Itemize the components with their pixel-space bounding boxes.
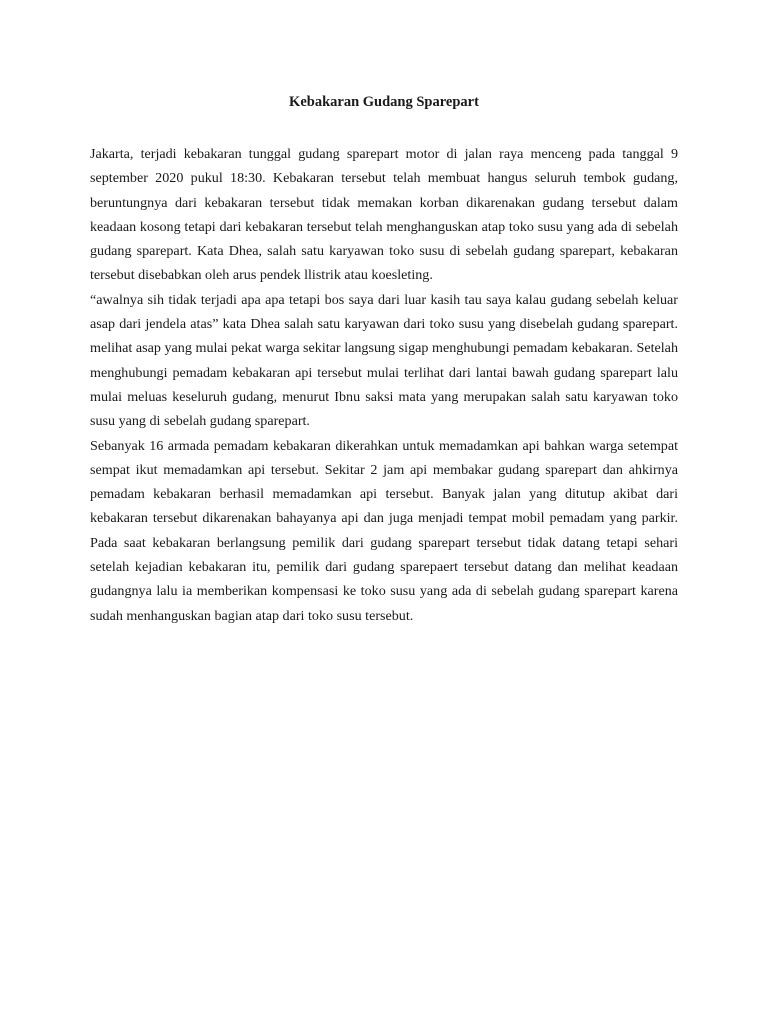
paragraph-3: Sebanyak 16 armada pemadam kebakaran dikerahkan untuk memadamkan api bahkan warga setempat sempat ikut memadamkan api tersebut. Sekitar 2 jam api membakar gudang sparepart dan ahkirnya pemadam kebakaran berhasil memadamkan api tersebut. Banyak jalan yang ditutup akibat dari kebakaran tersebut dikarenakan bahayanya api dan juga menjadi tempat mobil pemadam yang parkir. Pada saat kebakaran berlangsung pemilik dari gudang sparepart tersebut tidak datang tetapi sehari setelah kejadian kebakaran itu, pemilik dari gudang sparepaert tersebut datang dan melihat keadaan gudangnya lalu ia memberikan kompensasi ke toko susu yang ada di sebelah gudang sparepart karena sudah menhanguskan bagian atap dari toko susu tersebut. bbox=[90, 437, 678, 624]
paragraph-1: Jakarta, terjadi kebakaran tunggal gudang sparepart motor di jalan raya menceng pada tanggal 9 september 2020 pukul 18:30. Kebakaran tersebut telah membuat hangus seluruh tembok gudang, beruntungnya dari kebakaran tersebut tidak memakan korban dikarenakan gudang tersebut dalam keadaan kosong tetapi dari kebakaran tersebut telah menghanguskan atap toko susu yang ada di sebelah gudang sparepart. Kata Dhea, salah satu karyawan toko susu di sebelah gudang sparepart, kebakaran tersebut disebabkan oleh arus pendek llistrik atau koesleting. bbox=[90, 146, 678, 284]
paragraph-2: “awalnya sih tidak terjadi apa apa tetapi bos saya dari luar kasih tau saya kalau gudang sebelah keluar asap dari jendela atas” kata Dhea salah satu karyawan dari toko susu yang disebelah gudang sparepart. melihat asap yang mulai pekat warga sekitar langsung sigap menghubungi pemadam kebakaran. Setelah menghubungi pemadam kebakaran api tersebut mulai terlihat dari lantai bawah gudang sparepart lalu mulai meluas keseluruh gudang, menurut Ibnu saksi mata yang merupakan salah satu karyawan toko susu yang di sebelah gudang sparepart. bbox=[90, 291, 678, 430]
document-body bbox=[90, 142, 678, 628]
document-title: Kebakaran Gudang Sparepart bbox=[289, 94, 479, 110]
